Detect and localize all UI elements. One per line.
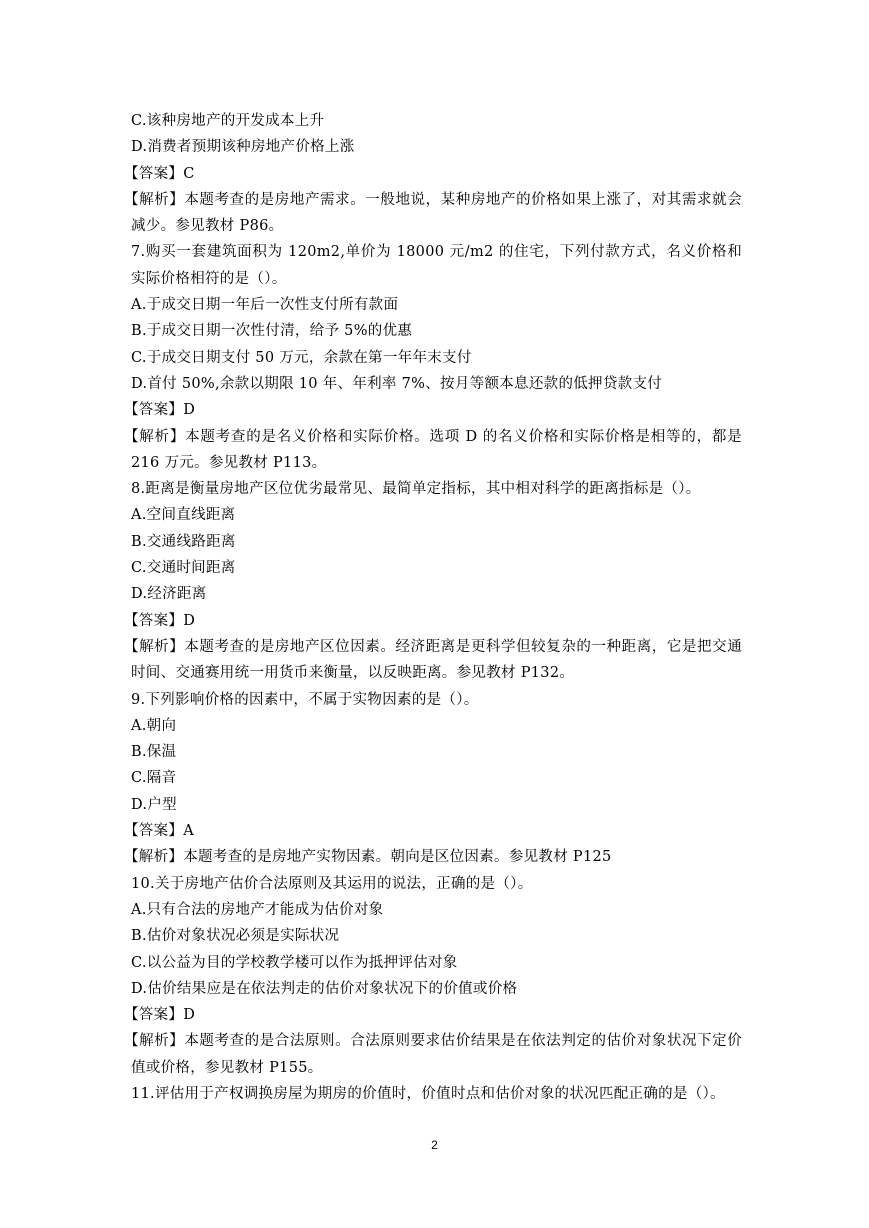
option-line: A.朝向 <box>131 717 177 734</box>
option-line: C.隔音 <box>131 770 177 787</box>
answer-line: 【答案】D <box>124 612 196 629</box>
option-line: D.户型 <box>131 796 177 813</box>
option-line: B.估价对象状况必须是实际状况 <box>131 928 340 945</box>
option-line: A.于成交日期一年后一次性支付所有款面 <box>131 297 399 314</box>
document-body <box>124 108 742 1107</box>
question-line: 8.距离是衡量房地产区位优劣最常见、最简单定指标，其中相对科学的距离指标是（）。 <box>131 481 701 498</box>
question-line: 11.评估用于产权调换房屋为期房的价值时，价值时点和估价对象的状况匹配正确的是（）。 <box>131 1085 725 1102</box>
answer-line: 【答案】D <box>124 402 196 419</box>
page-number: 2 <box>431 1138 438 1152</box>
option-line: B.保温 <box>131 744 177 761</box>
analysis-line: 【解析】本题考查的是房地产实物因素。朝向是区位因素。参见教材 P125 <box>124 849 612 866</box>
option-line: D.估价结果应是在依法判走的估价对象状况下的价值或价格 <box>131 980 518 997</box>
answer-line: 【答案】A <box>124 823 194 840</box>
option-line: C.该种房地产的开发成本上升 <box>131 113 325 129</box>
option-line: A.只有合法的房地产才能成为估价对象 <box>131 901 384 918</box>
option-line: C.于成交日期支付 50 万元，余款在第一年年末支付 <box>131 349 472 366</box>
question-line: 10.关于房地产估价合法原则及其运用的说法，正确的是（）。 <box>131 875 533 892</box>
analysis-paragraph: 【解析】本题考查的是名义价格和实际价格。选项 D 的名义价格和实际价格是相等的，都是 216 万元。参见教材 P113。 <box>124 428 742 471</box>
answer-line: 【答案】D <box>124 1007 196 1024</box>
analysis-paragraph: 【解析】本题考查的是合法原则。合法原则要求估价结果是在依法判定的估价对象状况下定价值或价格，参见教材 P155。 <box>124 1033 742 1076</box>
option-line: B.交通线路距离 <box>131 533 236 550</box>
answer-line: 【答案】C <box>124 165 195 182</box>
option-line: C.交通时间距离 <box>131 560 236 577</box>
question-line: 9.下列影响价格的因素中，不属于实物因素的是（）。 <box>131 691 479 708</box>
option-line: D.消费者预期该种房地产价格上涨 <box>131 139 355 156</box>
question-paragraph: 7.购买一套建筑面积为 120m2,单价为 18000 元/m2 的住宅，下列付款方式，名义价格和实际价格相符的是（）。 <box>131 244 742 287</box>
analysis-paragraph: 【解析】本题考查的是房地产需求。一般地说，某种房地产的价格如果上涨了，对其需求就会减少。参见教材 P86。 <box>124 191 742 235</box>
option-line: D.首付 50%,余款以期限 10 年、年利率 7%、按月等额本息还款的低押贷款支付 <box>131 375 663 392</box>
option-line: B.于成交日期一次性付清，给予 5%的优惠 <box>131 323 413 340</box>
analysis-paragraph: 【解析】本题考查的是房地产区位因素。经济距离是更科学但较复杂的一种距离，它是把交通时间、交通赛用统一用货币来衡量，以反映距离。参见教材 P132。 <box>124 638 742 682</box>
option-line: A.空间直线距离 <box>131 507 236 524</box>
option-line: D.经济距离 <box>131 586 207 603</box>
option-line: C.以公益为目的学校教学楼可以作为抵押评估对象 <box>131 954 458 971</box>
